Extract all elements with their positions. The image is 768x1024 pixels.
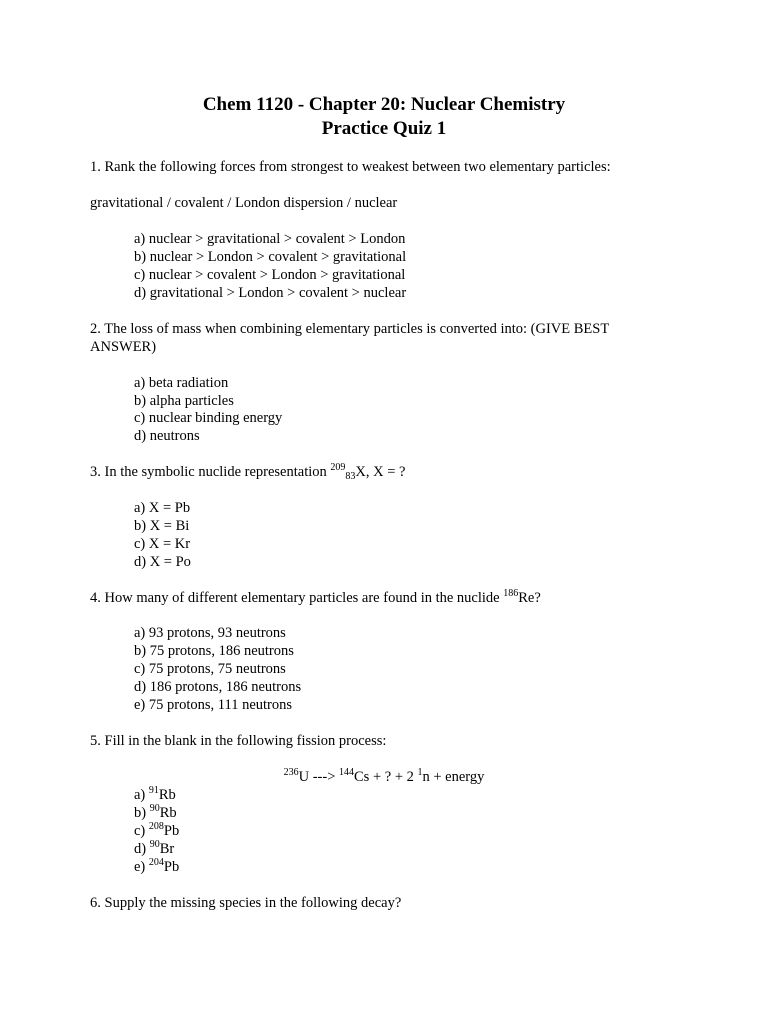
option-symbol: Pb <box>163 823 180 839</box>
q4-option-e: e) 75 protons, 111 neutrons <box>134 697 292 713</box>
q4-suffix: Re? <box>518 590 541 606</box>
option-letter: b) <box>134 805 150 821</box>
q2-option-a: a) beta radiation <box>134 375 229 391</box>
option-mass-number: 90 <box>149 803 160 814</box>
q3-option-d: d) X = Po <box>134 554 191 570</box>
option-letter: e) <box>134 859 149 875</box>
neutron-term: n + energy <box>422 769 485 785</box>
q5-option-c <box>134 822 179 840</box>
title-line-1: Chem 1120 - Chapter 20: Nuclear Chemistry <box>202 94 566 115</box>
title-line-2: Practice Quiz 1 <box>321 118 447 139</box>
option-letter: d) <box>134 841 150 857</box>
q3-atomic-number: 83 <box>345 471 356 482</box>
q3-suffix: X, X = ? <box>355 464 406 480</box>
cs-mass-number: 144 <box>339 767 355 778</box>
q3-option-a: a) X = Pb <box>134 500 191 516</box>
cesium-term: Cs + ? + 2 <box>354 769 418 785</box>
q3-prefix: 3. In the symbolic nuclide representation <box>90 464 331 480</box>
neutron-mass-number: 1 <box>417 767 423 778</box>
q4-option-d: d) 186 protons, 186 neutrons <box>134 679 302 695</box>
q5-option-a <box>134 786 176 804</box>
question-1-forces-list: gravitational / covalent / London dispersion / nuclear <box>90 195 398 211</box>
q3-option-b: b) X = Bi <box>134 518 190 534</box>
option-letter: c) <box>134 823 149 839</box>
uranium-term: U ---> <box>298 769 340 785</box>
option-letter: a) <box>134 787 149 803</box>
option-mass-number: 204 <box>148 857 164 868</box>
option-symbol: Rb <box>158 787 176 803</box>
q4-mass-number: 186 <box>503 588 519 599</box>
q4-prefix: 4. How many of different elementary particles are found in the nuclide <box>90 590 504 606</box>
q1-option-c: c) nuclear > covalent > London > gravitational <box>134 267 406 283</box>
q3-mass-number: 209 <box>330 462 346 473</box>
option-symbol: Pb <box>163 859 180 875</box>
q5-option-d <box>134 840 174 858</box>
fission-equation <box>0 768 768 786</box>
q4-option-c: c) 75 protons, 75 neutrons <box>134 661 286 677</box>
option-mass-number: 90 <box>149 839 160 850</box>
q1-option-a: a) nuclear > gravitational > covalent > London <box>134 231 406 247</box>
q4-option-a: a) 93 protons, 93 neutrons <box>134 625 286 641</box>
q2-option-d: d) neutrons <box>134 428 200 444</box>
q2-option-b: b) alpha particles <box>134 393 234 409</box>
q5-option-b <box>134 804 177 822</box>
question-6-text: 6. Supply the missing species in the following decay? <box>90 895 402 911</box>
q1-option-b: b) nuclear > London > covalent > gravitational <box>134 249 407 265</box>
option-symbol: Rb <box>159 805 177 821</box>
q5-option-e <box>134 858 179 876</box>
q1-option-d: d) gravitational > London > covalent > nuclear <box>134 285 407 301</box>
question-1-text: 1. Rank the following forces from strongest to weakest between two elementary particles: <box>90 159 611 175</box>
option-mass-number: 91 <box>148 785 159 796</box>
question-3-text <box>90 463 405 481</box>
question-4-text <box>90 589 541 607</box>
q4-option-b: b) 75 protons, 186 neutrons <box>134 643 294 659</box>
q3-option-c: c) X = Kr <box>134 536 191 552</box>
u-mass-number: 236 <box>283 767 299 778</box>
q2-option-c: c) nuclear binding energy <box>134 410 283 426</box>
option-mass-number: 208 <box>148 821 164 832</box>
option-symbol: Br <box>159 841 175 857</box>
question-2-text: 2. The loss of mass when combining elementary particles is converted into: (GIVE BEST ANSWER) <box>90 321 609 355</box>
question-5-text: 5. Fill in the blank in the following fission process: <box>90 733 387 749</box>
